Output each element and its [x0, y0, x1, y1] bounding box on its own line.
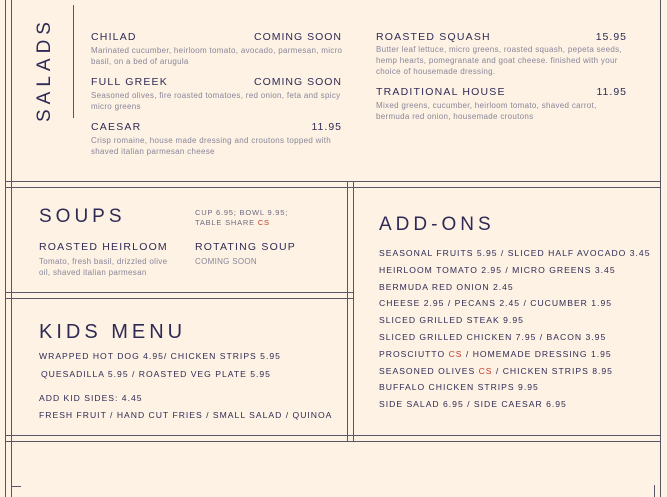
kids-title: KIDS MENU: [39, 321, 187, 343]
addon-text: SLICED GRILLED CHICKEN 7.95 / BACON 3.95: [379, 332, 607, 342]
addon-line: [379, 282, 514, 292]
item-price: COMING SOON: [253, 76, 342, 88]
addon-line: [379, 382, 539, 392]
addon-line: [379, 349, 612, 359]
item-price: COMING SOON: [253, 31, 342, 43]
salads-title: SALADS: [34, 17, 55, 122]
item-description: Marinated cucumber, heirloom tomato, avocado, parmesan, micro basil, on a bed of arugula: [91, 46, 343, 66]
divider-salads: [5, 181, 661, 182]
addon-text: BERMUDA RED ONION 2.45: [379, 281, 514, 292]
item-name: TRADITIONAL HOUSE: [376, 86, 506, 98]
frame-left-rule: [5, 0, 6, 497]
soup-rotating-name: ROTATING SOUP: [195, 241, 296, 253]
soup-rotating-desc: COMING SOON: [195, 257, 257, 266]
addon-line: [379, 248, 650, 258]
soup-pricing: CUP 6.95; BOWL 9.95;: [195, 208, 289, 217]
item-description: Seasoned olives, fire roasted tomatoes, red onion, feta and spicy micro greens: [91, 91, 341, 111]
item-name: ROASTED SQUASH: [376, 31, 491, 43]
addon-line: [379, 265, 616, 275]
addon-cs-marker: CS: [448, 348, 463, 359]
soup-roasted-heirloom-desc: Tomato, fresh basil, drizzled olive oil, shaved italian parmesan: [39, 257, 168, 277]
table-share-label: TABLE SHARE: [195, 218, 255, 227]
addon-line: [379, 298, 612, 308]
addon-line: [379, 332, 606, 342]
addon-text-continued: / HOMEMADE DRESSING 1.95: [462, 348, 612, 359]
item-name: CAESAR: [91, 121, 142, 133]
addons-title: ADD-ONS: [379, 214, 495, 235]
addon-text: SEASONAL FRUITS 5.95 / SLICED HALF AVOCADO 3.45: [379, 248, 651, 258]
addon-text: SIDE SALAD 6.95 / SIDE CAESAR 6.95: [379, 399, 567, 410]
addon-text: CHEESE 2.95 / PECANS 2.45 / CUCUMBER 1.95: [379, 298, 612, 309]
column-divider-2: [353, 181, 354, 442]
addon-text-continued: / CHICKEN STRIPS 8.95: [492, 365, 613, 376]
kids-sides-label: ADD KID SIDES: 4.45: [39, 393, 143, 403]
addon-cs-marker: CS: [478, 365, 493, 376]
addon-text: HEIRLOOM TOMATO 2.95 / MICRO GREENS 3.45: [379, 264, 616, 275]
item-description: Butter leaf lettuce, micro greens, roasted squash, pepeta seeds, hemp hearts, pomegranate and goat cheese. finished with your choice of housemade dressing.: [376, 45, 622, 76]
table-share-value: CS: [257, 218, 270, 227]
divider-bottom-2: [5, 441, 661, 442]
column-divider: [347, 181, 348, 442]
item-price: 11.95: [596, 86, 627, 98]
addon-text: BUFFALO CHICKEN STRIPS 9.95: [379, 382, 539, 393]
frame-left-rule-inner: [11, 0, 12, 497]
kids-line-1: WRAPPED HOT DOG 4.95/ CHICKEN STRIPS 5.95: [39, 351, 281, 361]
addon-text: PROSCIUTTO: [379, 348, 449, 359]
divider-bottom: [5, 435, 661, 436]
item-name: FULL GREEK: [91, 76, 168, 88]
divider-salads-2: [5, 187, 661, 188]
frame-right-rule: [660, 0, 661, 497]
addon-line: [379, 315, 524, 325]
addon-line: [379, 399, 567, 409]
soup-roasted-heirloom-name: ROASTED HEIRLOOM: [39, 241, 168, 253]
item-description: Mixed greens, cucumber, heirloom tomato, shaved carrot, bermuda red onion, housemade croutons: [376, 101, 597, 121]
kids-sides: FRESH FRUIT / HAND CUT FRIES / SMALL SALAD / QUINOA: [39, 410, 333, 420]
soups-title: SOUPS: [39, 206, 126, 227]
divider-soups: [5, 292, 353, 293]
item-name: CHILAD: [91, 31, 137, 43]
salads-title-rule: [73, 5, 74, 118]
item-price: 15.95: [595, 31, 627, 43]
item-description: Crisp romaine, house made dressing and croutons topped with shaved italian parmesan cheese: [91, 136, 332, 156]
addon-text: SLICED GRILLED STEAK 9.95: [379, 315, 524, 326]
kids-line-2: QUESADILLA 5.95 / ROASTED VEG PLATE 5.95: [41, 369, 271, 379]
divider-soups-2: [5, 298, 353, 299]
item-price: 11.95: [311, 121, 342, 133]
corner-mark: [11, 486, 21, 487]
frame-right-corner: [654, 485, 655, 497]
addon-text: SEASONED OLIVES: [379, 365, 479, 376]
table-share: [195, 218, 270, 227]
addon-line: [379, 366, 613, 376]
